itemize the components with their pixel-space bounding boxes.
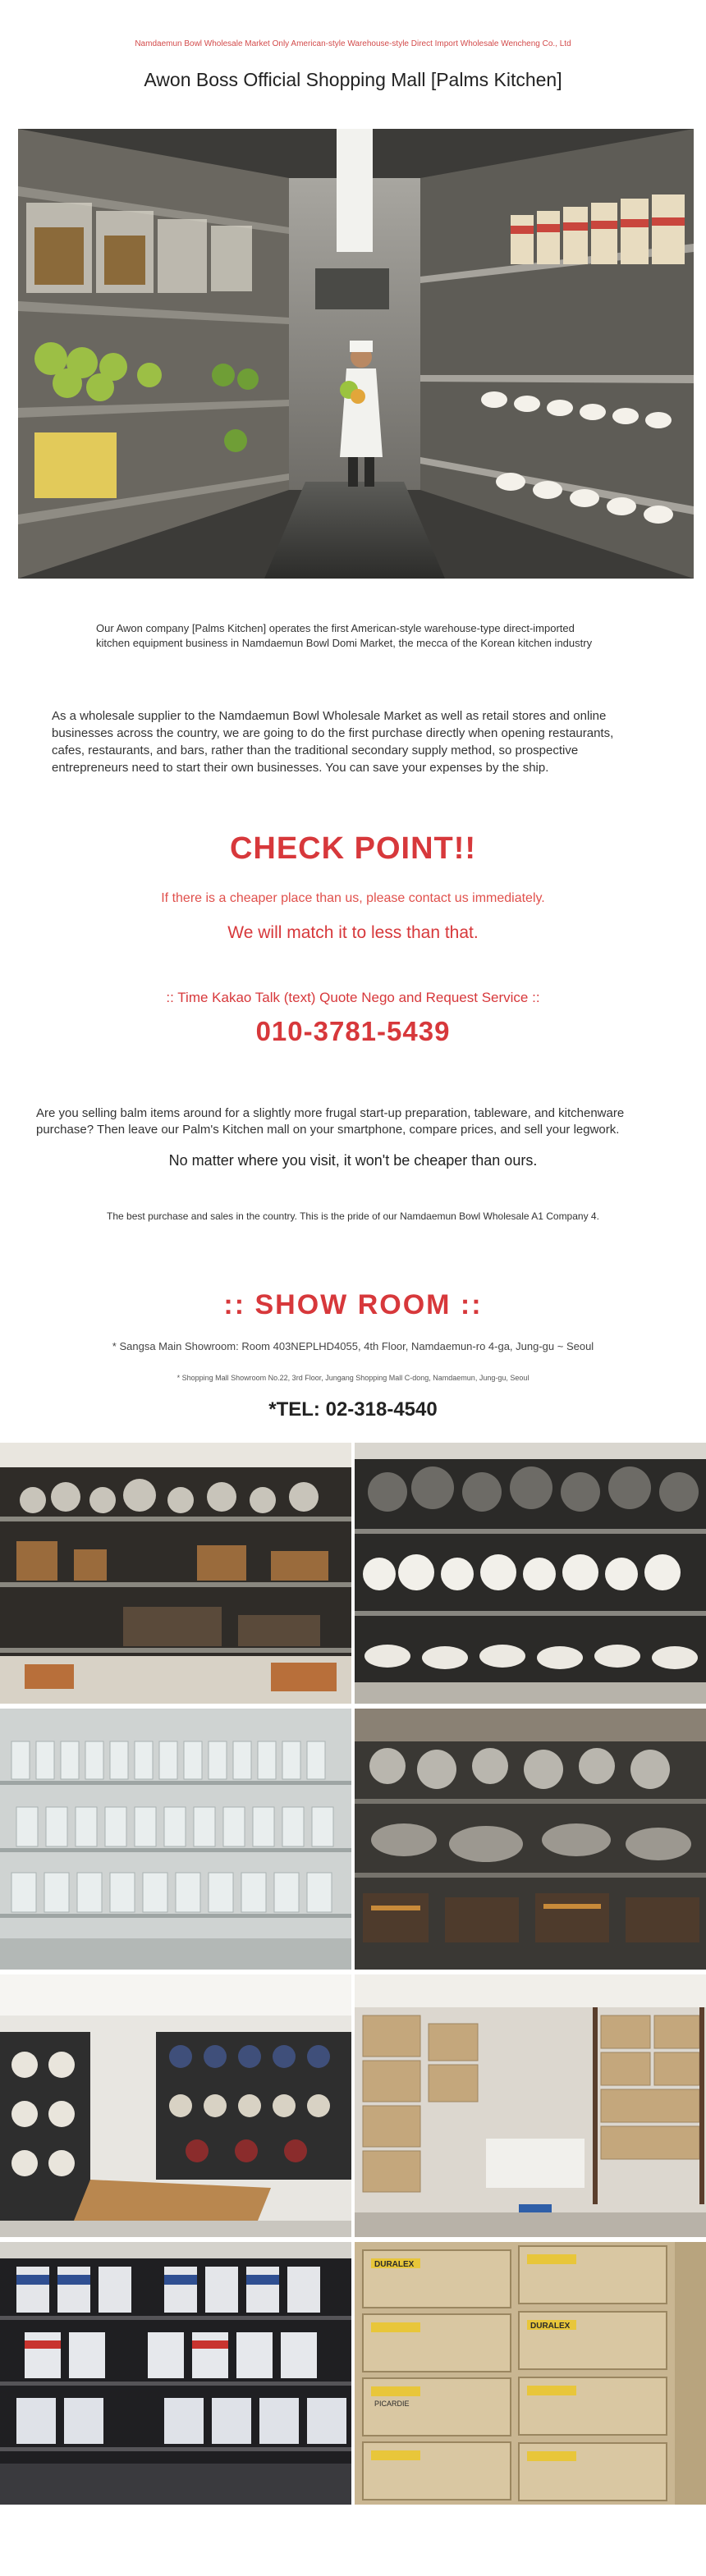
duralex-box-label-2: DURALEX xyxy=(530,2322,571,2331)
kakao-quote-service: :: Time Kakao Talk (text) Quote Nego and Request Service :: xyxy=(166,990,540,1005)
top-banner: Namdaemun Bowl Wholesale Market Only American-style Warehouse-style Direct Import Wholesale Wencheng Co., Ltd xyxy=(135,39,571,48)
phone-number: 010-3781-5439 xyxy=(255,1016,451,1046)
showroom-photo-pots-utensils xyxy=(355,1709,706,1970)
cheaper-notice: If there is a cheaper place than us, please contact us immediately. xyxy=(161,891,545,905)
check-point-heading: CHECK POINT!! xyxy=(229,831,477,866)
picardie-box-label: PICARDIE xyxy=(374,2400,410,2408)
hero-photo-walk-in-cooler xyxy=(18,129,694,579)
main-showroom-address: * Sangsa Main Showroom: Room 403NEPLHD4055, 4th Floor, Namdaemun-ro 4-ga, Jung-gu ~ Seoul xyxy=(112,1340,594,1352)
showroom-photo-plates-pans xyxy=(355,1443,706,1704)
showroom-photo-boxed-stock xyxy=(355,1974,706,2237)
showroom-photo-glassware xyxy=(0,1709,351,1970)
intro-text: Our Awon company [Palms Kitchen] operates the first American-style warehouse-type direct-imported kitchen equipment business in Namdaemun Bowl Domi Market, the mecca of the Korean kitchen industry xyxy=(96,622,593,649)
intro-paragraph: As a wholesale supplier to the Namdaemun Bowl Wholesale Market as well as retail stores and online businesses across the country, we are going to do the first purchase directly when opening restaurants, cafes, restaurants, and bars, rather than the traditional secondary supply method, so prospective entrepreneurs need to start their own businesses. You can save your expenses by the ship. xyxy=(52,709,614,775)
selling-paragraph: Are you selling balm items around for a slightly more frugal start-up preparation, tableware, and kitchenware purchase? Then leave our Palm's Kitchen mall on your smartphone, compare prices, and sell your legwork. xyxy=(36,1106,625,1137)
page-title: Awon Boss Official Shopping Mall [Palms Kitchen] xyxy=(144,69,562,90)
show-room-heading: :: SHOW ROOM :: xyxy=(223,1289,483,1320)
showroom-telephone: *TEL: 02-318-4540 xyxy=(268,1398,438,1421)
mall-showroom-address: * Shopping Mall Showroom No.22, 3rd Floor, Jungang Shopping Mall C-dong, Namdaemun, Jung-gu, Seoul xyxy=(176,1374,530,1382)
showroom-photo-duralex-boxes xyxy=(355,2242,706,2505)
showroom-photo-boxed-glassware xyxy=(0,2242,351,2505)
showroom-photo-cookware-shelves xyxy=(0,1443,351,1704)
price-match-notice: We will match it to less than that. xyxy=(227,923,479,942)
company-pride-statement: The best purchase and sales in the country. This is the pride of our Namdaemun Bowl Wholesale A1 Company 4. xyxy=(107,1210,599,1222)
duralex-box-label: DURALEX xyxy=(374,2260,415,2269)
showroom-photo-dinnerware-display xyxy=(0,1974,351,2237)
no-cheaper-statement: No matter where you visit, it won't be cheaper than ours. xyxy=(168,1152,538,1169)
